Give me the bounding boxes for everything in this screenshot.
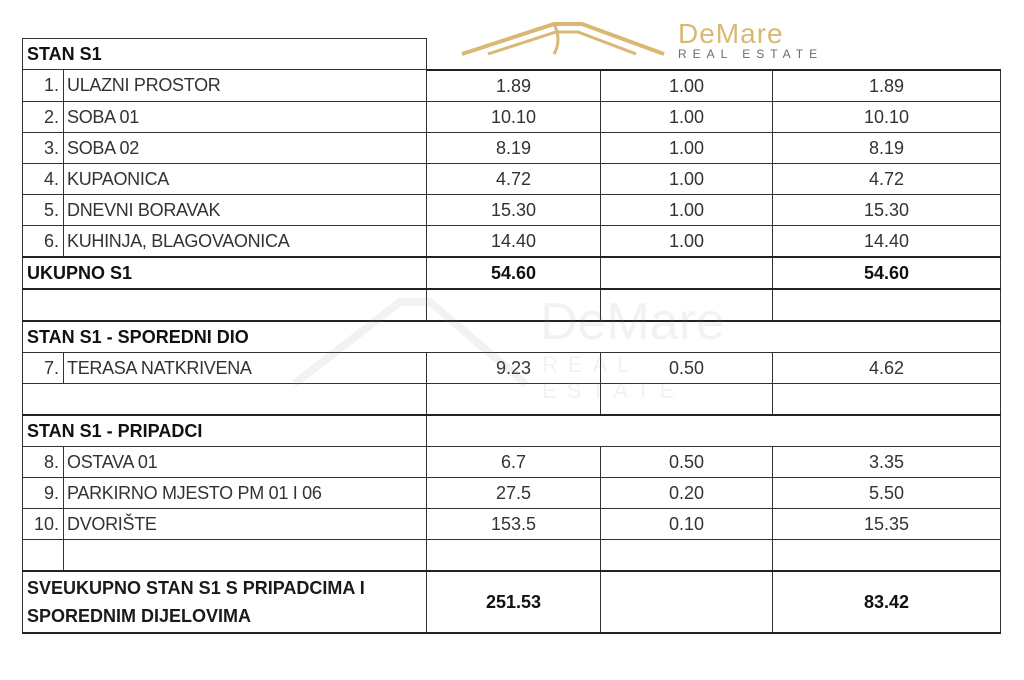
logo-subtitle-text: REAL ESTATE [678, 47, 824, 61]
net-area-value: 1.89 [773, 70, 1001, 102]
table-title: STAN S1 [23, 39, 427, 70]
section-header-row [23, 321, 1001, 353]
row-number: 8. [23, 446, 64, 477]
coefficient-value: 1.00 [601, 132, 773, 163]
section-title-sporedni: STAN S1 - SPOREDNI DIO [23, 321, 1001, 353]
area-value: 15.30 [427, 194, 601, 225]
subtotal-label: UKUPNO S1 [23, 257, 427, 289]
subtotal-net-area: 54.60 [773, 257, 1001, 289]
table-row [23, 163, 1001, 194]
grand-total-row [23, 571, 1001, 633]
row-number: 2. [23, 101, 64, 132]
coefficient-value: 0.20 [601, 477, 773, 508]
area-value: 27.5 [427, 477, 601, 508]
room-name: KUPAONICA [64, 163, 427, 194]
row-number: 6. [23, 225, 64, 257]
net-area-value: 15.35 [773, 508, 1001, 539]
row-number: 5. [23, 194, 64, 225]
room-name: KUHINJA, BLAGOVAONICA [64, 225, 427, 257]
table-row [23, 446, 1001, 477]
row-number: 9. [23, 477, 64, 508]
coefficient-value: 1.00 [601, 194, 773, 225]
coefficient-value: 0.50 [601, 446, 773, 477]
coefficient-value: 0.50 [601, 352, 773, 383]
table-row [23, 225, 1001, 257]
area-value: 1.89 [427, 70, 601, 102]
row-number: 7. [23, 352, 64, 383]
net-area-value: 3.35 [773, 446, 1001, 477]
grand-total-area: 251.53 [427, 571, 601, 633]
net-area-value: 14.40 [773, 225, 1001, 257]
room-name: PARKIRNO MJESTO PM 01 I 06 [64, 477, 427, 508]
spacer-row [23, 539, 1001, 571]
table-row [23, 352, 1001, 383]
coefficient-value: 1.00 [601, 225, 773, 257]
room-name: DNEVNI BORAVAK [64, 194, 427, 225]
coefficient-value: 1.00 [601, 163, 773, 194]
area-value: 153.5 [427, 508, 601, 539]
area-value: 14.40 [427, 225, 601, 257]
table-row [23, 101, 1001, 132]
area-value: 4.72 [427, 163, 601, 194]
table-row [23, 70, 1001, 102]
row-number: 4. [23, 163, 64, 194]
table-row [23, 508, 1001, 539]
table-row [23, 194, 1001, 225]
room-name: SOBA 01 [64, 101, 427, 132]
section-title-pripadci: STAN S1 - PRIPADCI [23, 415, 427, 447]
coefficient-value: 1.00 [601, 101, 773, 132]
coefficient-value: 0.10 [601, 508, 773, 539]
table-row [23, 477, 1001, 508]
room-name: DVORIŠTE [64, 508, 427, 539]
area-table [22, 38, 1001, 634]
net-area-value: 4.72 [773, 163, 1001, 194]
logo-brand-text: DeMare [678, 18, 784, 49]
area-value: 9.23 [427, 352, 601, 383]
row-number: 1. [23, 70, 64, 102]
room-name: TERASA NATKRIVENA [64, 352, 427, 383]
area-value: 6.7 [427, 446, 601, 477]
net-area-value: 4.62 [773, 352, 1001, 383]
watermark-subtitle-text: REAL ESTATE [542, 352, 685, 403]
net-area-value: 15.30 [773, 194, 1001, 225]
grand-total-label: SVEUKUPNO STAN S1 S PRIPADCIMA I SPOREDNIM DIJELOVIMA [23, 571, 427, 633]
title-row [23, 39, 1001, 70]
net-area-value: 8.19 [773, 132, 1001, 163]
coefficient-value: 1.00 [601, 70, 773, 102]
room-name: SOBA 02 [64, 132, 427, 163]
subtotal-area: 54.60 [427, 257, 601, 289]
subtotal-row [23, 257, 1001, 289]
net-area-value: 5.50 [773, 477, 1001, 508]
area-value: 10.10 [427, 101, 601, 132]
net-area-value: 10.10 [773, 101, 1001, 132]
spacer-row [23, 289, 1001, 321]
row-number: 3. [23, 132, 64, 163]
table-row [23, 132, 1001, 163]
watermark-brand-text: DeMare [540, 293, 725, 351]
spacer-row [23, 383, 1001, 415]
room-name: ULAZNI PROSTOR [64, 70, 427, 102]
area-value: 8.19 [427, 132, 601, 163]
row-number: 10. [23, 508, 64, 539]
section-header-row [23, 415, 1001, 447]
grand-total-net-area: 83.42 [773, 571, 1001, 633]
room-name: OSTAVA 01 [64, 446, 427, 477]
